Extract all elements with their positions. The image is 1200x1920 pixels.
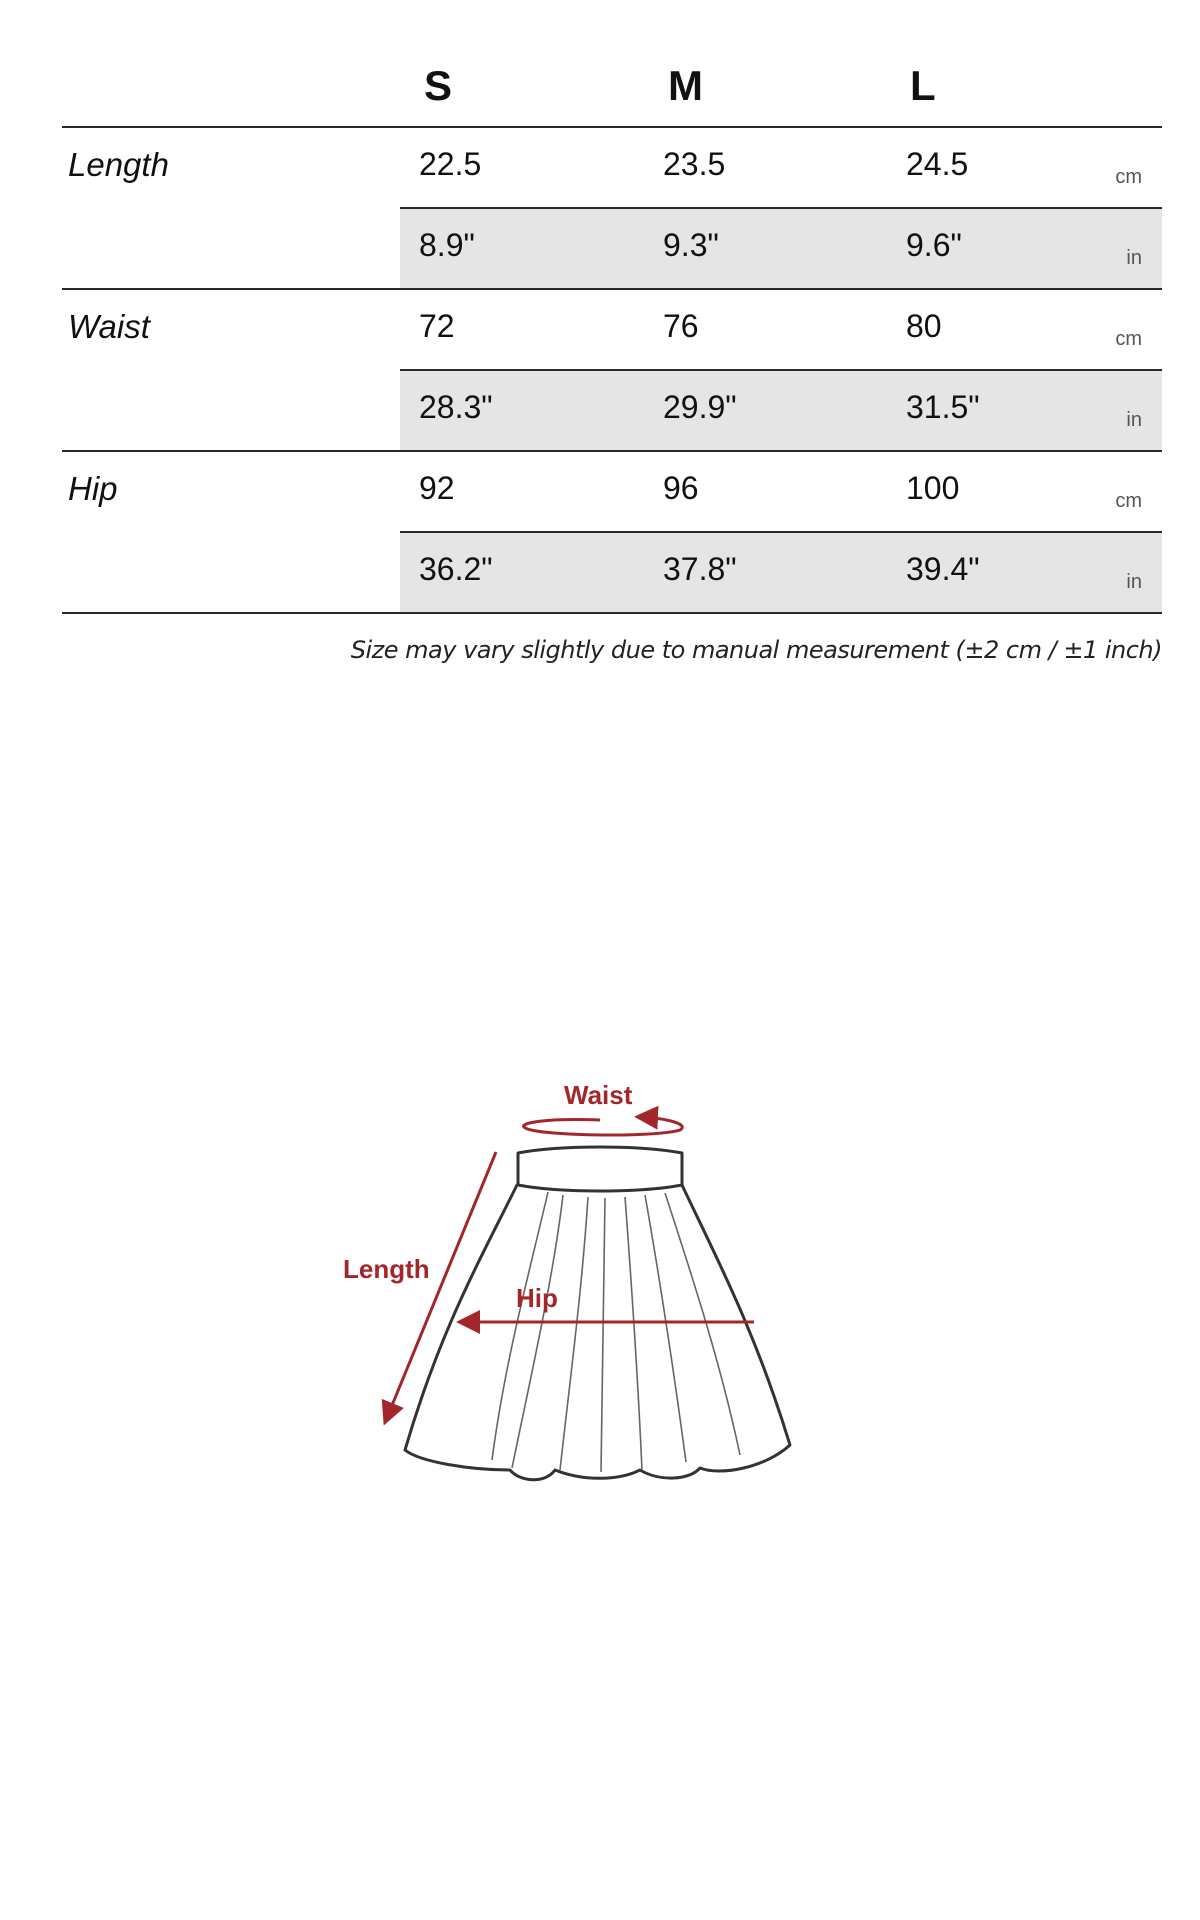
hip-in-m: 37.8" bbox=[663, 551, 737, 587]
row-label-waist: Waist bbox=[68, 308, 150, 345]
length-in-s: 8.9" bbox=[419, 227, 475, 263]
length-cm-unit: cm bbox=[1115, 166, 1142, 188]
skirt-illustration bbox=[405, 1147, 790, 1480]
length-in-m: 9.3" bbox=[663, 227, 719, 263]
waist-cm-m: 76 bbox=[663, 308, 699, 344]
length-divider bbox=[62, 288, 1162, 290]
waist-divider bbox=[62, 450, 1162, 452]
row-label-length: Length bbox=[68, 146, 169, 183]
hip-in-row-shade bbox=[400, 532, 1162, 612]
hip-cm-unit: cm bbox=[1115, 490, 1142, 512]
row-label-hip: Hip bbox=[68, 470, 118, 507]
length-label: Length bbox=[343, 1254, 430, 1284]
length-cm-m: 23.5 bbox=[663, 146, 726, 182]
waist-arrow bbox=[524, 1117, 683, 1135]
length-in-row-shade bbox=[400, 208, 1162, 288]
hip-in-l: 39.4" bbox=[906, 551, 980, 587]
waist-sub-divider bbox=[400, 369, 1162, 371]
header-divider bbox=[62, 126, 1162, 128]
waist-cm-s: 72 bbox=[419, 308, 455, 344]
waist-in-unit: in bbox=[1126, 409, 1142, 431]
waist-in-s: 28.3" bbox=[419, 389, 493, 425]
hip-cm-l: 100 bbox=[906, 470, 960, 506]
length-in-unit: in bbox=[1126, 247, 1142, 269]
table-bottom-divider bbox=[62, 612, 1162, 614]
length-sub-divider bbox=[400, 207, 1162, 209]
measurement-note: Size may vary slightly due to manual measurement (±2 cm / ±1 inch) bbox=[350, 636, 1162, 664]
size-header-l: L bbox=[910, 62, 936, 109]
waist-label: Waist bbox=[564, 1080, 633, 1110]
size-header-s: S bbox=[424, 62, 453, 109]
skirt-measurement-diagram bbox=[340, 1070, 820, 1510]
hip-cm-s: 92 bbox=[419, 470, 455, 506]
length-in-l: 9.6" bbox=[906, 227, 962, 263]
hip-cm-m: 96 bbox=[663, 470, 699, 506]
waist-cm-l: 80 bbox=[906, 308, 942, 344]
hip-sub-divider bbox=[400, 531, 1162, 533]
hip-in-s: 36.2" bbox=[419, 551, 493, 587]
waist-in-m: 29.9" bbox=[663, 389, 737, 425]
waist-cm-unit: cm bbox=[1115, 328, 1142, 350]
size-header-m: M bbox=[668, 62, 703, 109]
hip-in-unit: in bbox=[1126, 571, 1142, 593]
length-cm-l: 24.5 bbox=[906, 146, 969, 182]
length-cm-s: 22.5 bbox=[419, 146, 482, 182]
waist-in-row-shade bbox=[400, 370, 1162, 450]
hip-label: Hip bbox=[516, 1283, 558, 1313]
waistband bbox=[518, 1147, 682, 1191]
waist-in-l: 31.5" bbox=[906, 389, 980, 425]
